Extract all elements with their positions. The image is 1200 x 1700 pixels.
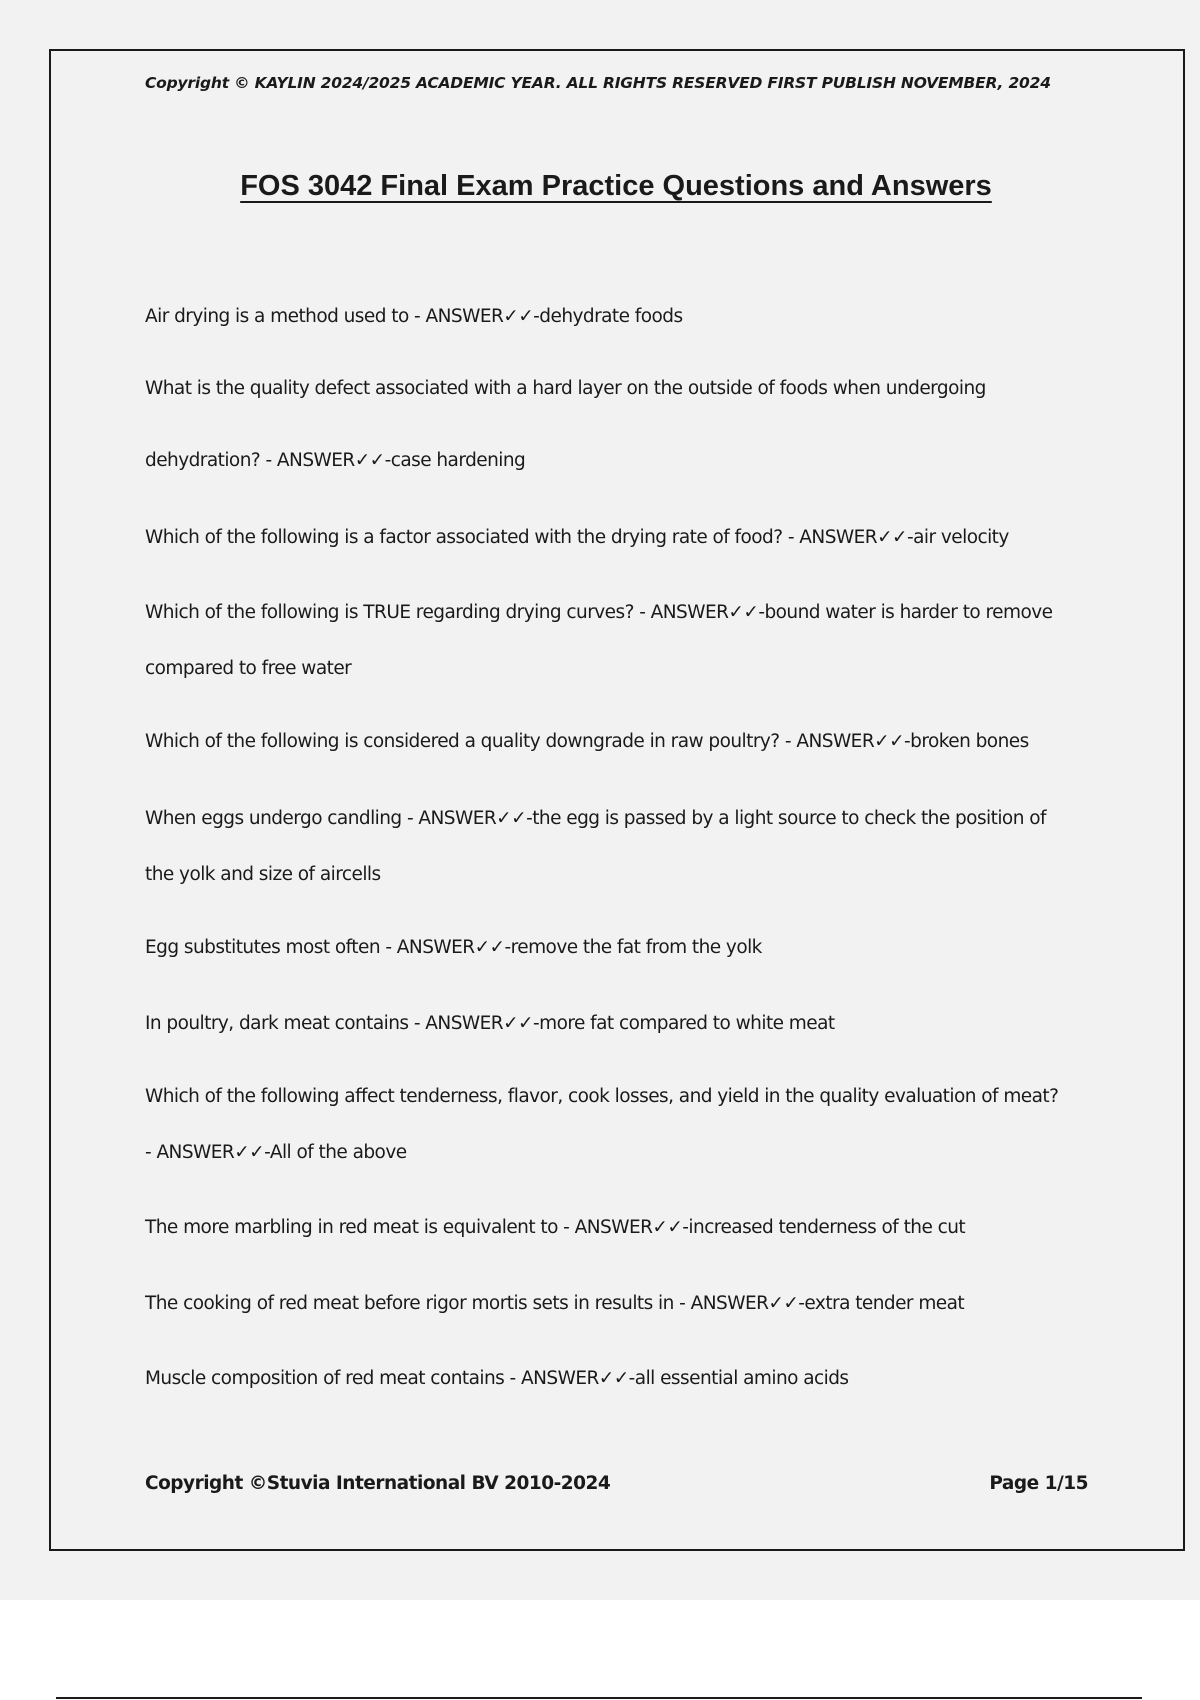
footer-copyright: Copyright ©Stuvia International BV 2010-2024 bbox=[145, 1473, 611, 1494]
document-title bbox=[0, 170, 1200, 203]
qa-line: What is the quality defect associated with a hard layer on the outside of foods when undergoing bbox=[145, 378, 986, 399]
qa-line: In poultry, dark meat contains - ANSWER✓✓-more fat compared to white meat bbox=[145, 1013, 835, 1034]
qa-line: the yolk and size of aircells bbox=[145, 864, 381, 885]
qa-line: Muscle composition of red meat contains - ANSWER✓✓-all essential amino acids bbox=[145, 1368, 849, 1389]
qa-line: dehydration? - ANSWER✓✓-case hardening bbox=[145, 450, 526, 471]
qa-line: - ANSWER✓✓-All of the above bbox=[145, 1142, 407, 1163]
qa-line: When eggs undergo candling - ANSWER✓✓-the egg is passed by a light source to check the position of bbox=[145, 808, 1046, 829]
document-title-text: FOS 3042 Final Exam Practice Questions and Answers bbox=[240, 170, 992, 202]
qa-line: Which of the following is a factor associated with the drying rate of food? - ANSWER✓✓-air velocity bbox=[145, 527, 1009, 548]
qa-line: compared to free water bbox=[145, 658, 352, 679]
next-page-border bbox=[56, 1697, 1142, 1699]
qa-line: Which of the following is TRUE regarding drying curves? - ANSWER✓✓-bound water is harder to remove bbox=[145, 602, 1053, 623]
qa-line: Air drying is a method used to - ANSWER✓✓-dehydrate foods bbox=[145, 306, 683, 327]
qa-line: The cooking of red meat before rigor mortis sets in results in - ANSWER✓✓-extra tender meat bbox=[145, 1293, 965, 1314]
qa-line: Which of the following affect tenderness, flavor, cook losses, and yield in the quality evaluation of meat? bbox=[145, 1086, 1059, 1107]
qa-line: The more marbling in red meat is equivalent to - ANSWER✓✓-increased tenderness of the cut bbox=[145, 1217, 966, 1238]
page-number: Page 1/15 bbox=[989, 1473, 1088, 1494]
qa-line: Egg substitutes most often - ANSWER✓✓-remove the fat from the yolk bbox=[145, 937, 762, 958]
qa-line: Which of the following is considered a quality downgrade in raw poultry? - ANSWER✓✓-broken bones bbox=[145, 731, 1029, 752]
header-copyright: Copyright © KAYLIN 2024/2025 ACADEMIC YEAR. ALL RIGHTS RESERVED FIRST PUBLISH NOVEMBER, 2024 bbox=[145, 74, 1051, 92]
page-border bbox=[49, 49, 1185, 1551]
